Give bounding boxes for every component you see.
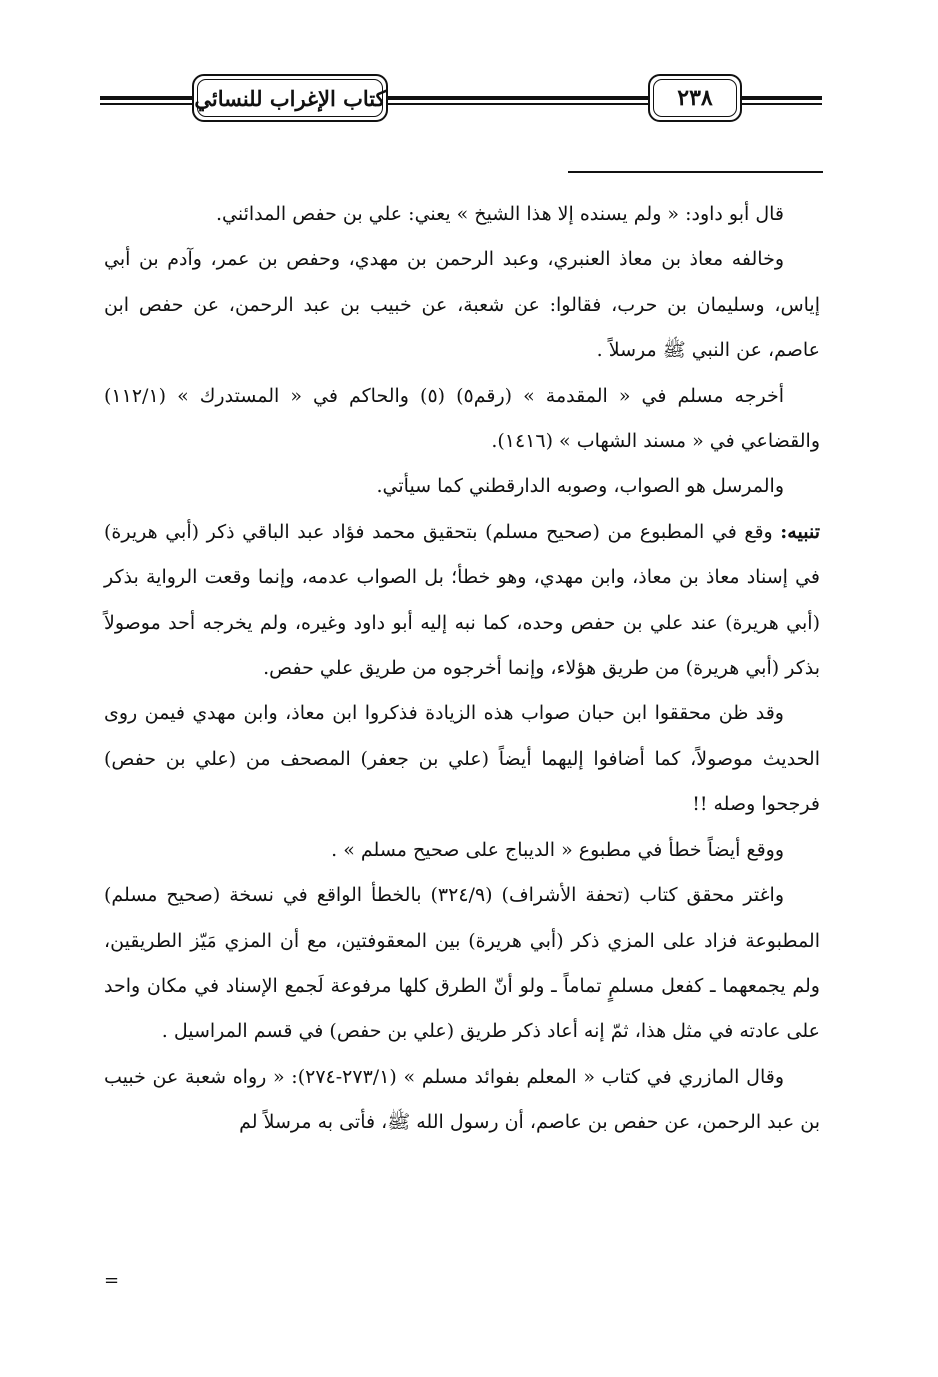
- paragraph: قال أبو داود: « ولم يسنده إلا هذا الشيخ » يعني: علي بن حفص المدائني.: [215, 203, 784, 225]
- continuation-mark: =: [104, 1270, 120, 1291]
- page-header: [0, 0, 938, 140]
- page-body: [104, 192, 820, 1146]
- page-number-frame: [648, 74, 742, 122]
- paragraph: أخرجه مسلم في « المقدمة » (رقم٥) (٥) والحاكم في « المستدرك » (١١٢/١) والقضاعي في « مسند الشهاب » (١٤١٦).: [104, 384, 820, 453]
- text-divider: [568, 171, 823, 173]
- paragraph: وخالفه معاذ بن معاذ العنبري، وعبد الرحمن بن مهدي، وحفص بن عمر، وآدم بن أبي إياس، وسليمان بن حرب، فقالوا: عن شعبة، عن خبيب بن عبد الرحمن، عن حفص ابن عاصم، عن النبي ﷺ مرسلاً .: [104, 248, 820, 362]
- header-rule-middle-thin: [388, 103, 648, 105]
- page-number: ٢٣٨: [677, 85, 713, 111]
- header-rule-right: [742, 96, 822, 100]
- note-text: وقع في المطبوع من (صحيح مسلم) بتحقيق محمد فؤاد عبد الباقي ذكر (أبي هريرة) في إسناد معاذ بن معاذ، وابن مهدي، وهو خطأ؛ بل الصواب عدمه، وإنما وقعت الرواية بذكر (أبي هريرة) عند علي بن حفص وحده، كما نبه إليه أبو داود وغيره، ولم يخرجه أحد موصولاً بذكر (أبي هريرة) من طريق هؤلاء، وإنما أخرجوه من طريق علي حفص.: [104, 520, 820, 680]
- header-rule-left: [100, 96, 192, 100]
- header-rule-middle: [388, 96, 648, 100]
- header-rule-left-thin: [100, 103, 192, 105]
- paragraph: واغتر محقق كتاب (تحفة الأشراف) (٣٢٤/٩) بالخطأ الواقع في نسخة (صحيح مسلم) المطبوعة فزاد على المزي ذكر (أبي هريرة) بين المعقوفتين، مع أن المزي مَيّز الطريقين، ولم يجمعهما ـ كفعل مسلمٍ تماماً ـ ولو أنّ الطرق كلها مرفوعة لَجمع الإسناد في مكان واحد على عادته في مثل هذا، ثمّ إنه أعاد ذكر طريق (علي بن حفص) في قسم المراسيل .: [104, 884, 820, 1043]
- paragraph: والمرسل هو الصواب، وصوبه الدارقطني كما سيأتي.: [376, 475, 784, 498]
- paragraph: ووقع أيضاً خطأ في مطبوع « الديباج على صحيح مسلم » .: [331, 838, 784, 861]
- book-title-frame: [192, 74, 388, 122]
- note-label: تنبيه:: [780, 520, 820, 543]
- note-paragraph: [104, 510, 820, 692]
- paragraph: وقال المازري في كتاب « المعلم بفوائد مسلم » (٢٧٣/١-٢٧٤): « رواه شعبة عن خبيب بن عبد الرحمن، عن حفص بن عاصم، أن رسول الله ﷺ، فأتى به مرسلاً لم: [104, 1065, 820, 1134]
- book-title: كتاب الإغراب للنسائي: [194, 85, 386, 111]
- header-rule-right-thin: [742, 103, 822, 105]
- paragraph: وقد ظن محققوا ابن حبان صواب هذه الزيادة فذكروا ابن معاذ، وابن مهدي فيمن روى الحديث موصولاً، كما أضافوا إليهما أيضاً (علي بن جعفر) المصحف من (علي بن حفص) فرجحوا وصله !!: [104, 702, 820, 816]
